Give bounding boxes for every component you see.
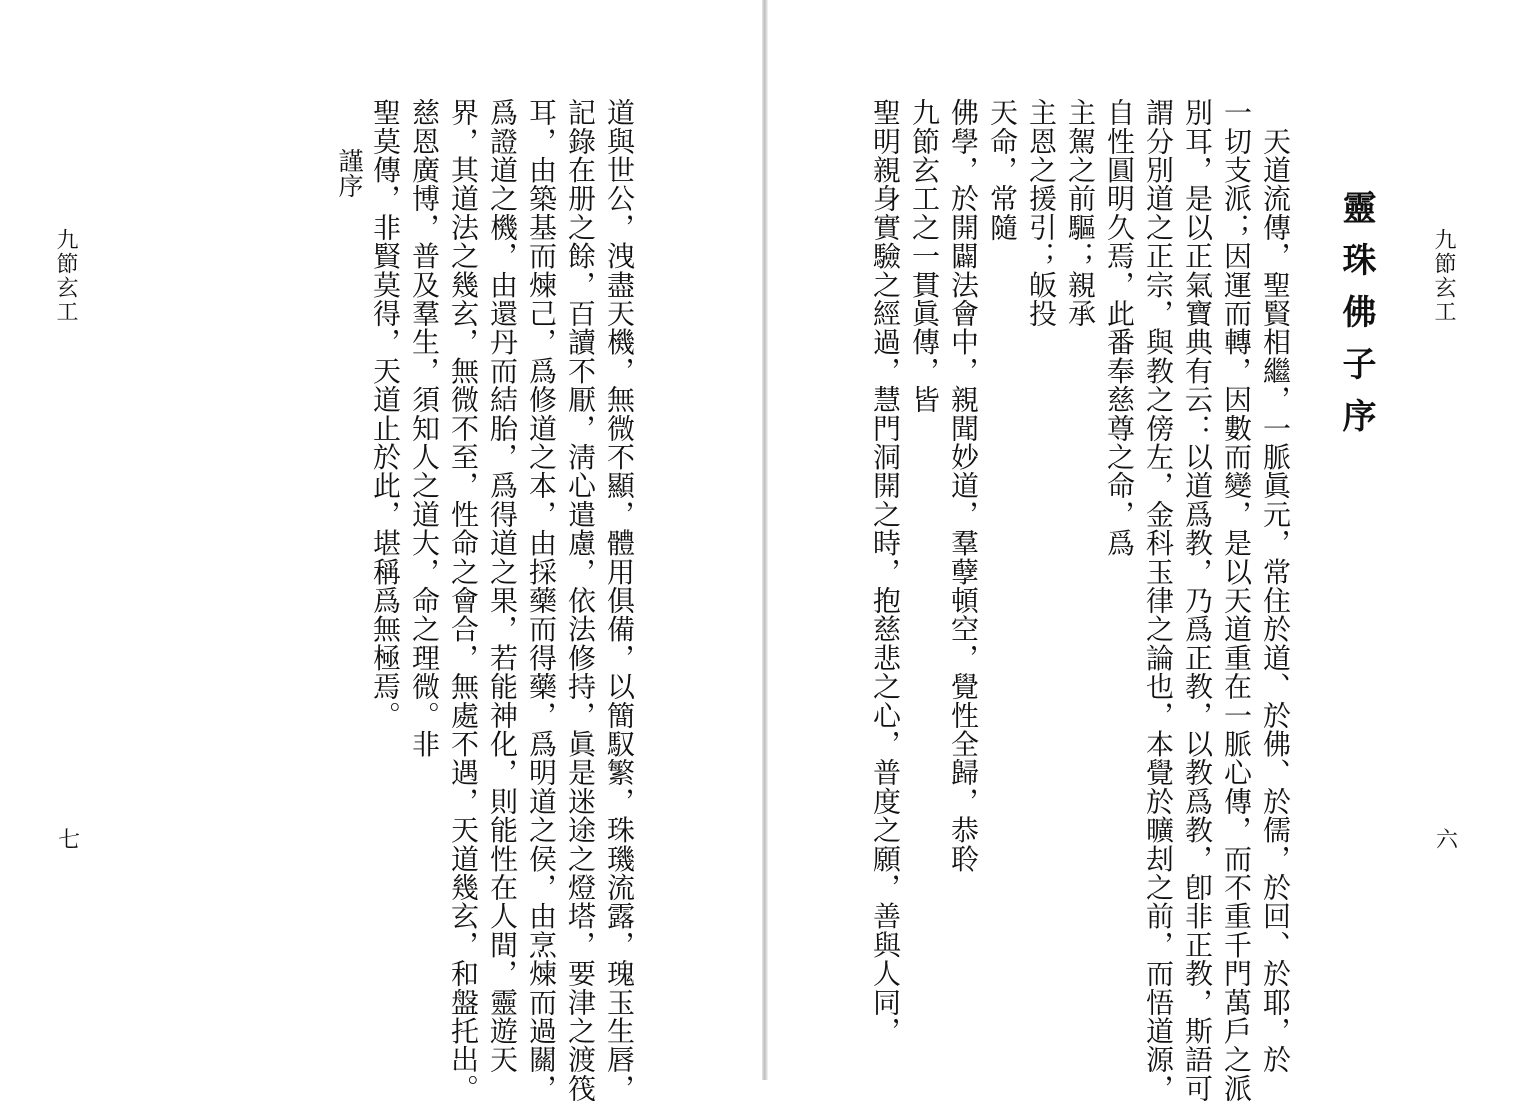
body-column: 別耳，是以正氣寶典有云：以道爲教，乃爲正教，以教爲教，卽非正教，斯語可	[1181, 98, 1214, 1103]
body-column: 記錄在册之餘，百讀不厭，淸心遣慮，依法修持，眞是迷途之燈塔，要津之渡筏	[564, 98, 597, 1103]
right-page	[768, 0, 1529, 1103]
body-column: 界，其道法之幾玄，無微不至，性命之會合，無處不遇，天道幾玄，和盤托出。	[447, 98, 480, 1103]
body-column: 天命，常隨	[986, 98, 1019, 242]
page-number: 六	[1436, 828, 1459, 853]
body-column: 耳，由築基而煉己，爲修道之本，由採藥而得藥，爲明道之侯，由烹煉而過關，	[525, 98, 558, 1103]
closing-signature: 謹序	[335, 148, 364, 198]
body-column: 主駕之前驅；親承	[1064, 98, 1097, 328]
body-column: 主恩之援引；皈投	[1025, 98, 1058, 328]
preface-title: 靈珠佛子序	[1336, 190, 1376, 450]
body-column: 道與世公，洩盡天機，無微不顯，體用俱備，以簡馭繁，珠璣流露，瑰玉生唇，	[603, 98, 636, 1103]
body-column: 慈恩廣博，普及羣生，須知人之道大，命之理微。非	[408, 98, 441, 759]
body-column: 佛學，於開闢法會中，親聞妙道，羣孽頓空，覺性全歸，恭聆	[947, 98, 980, 873]
body-column: 天道流傳，聖賢相繼，一脈眞元，常住於道、於佛、於儒，於回、於耶，於	[1259, 98, 1292, 1074]
left-page	[0, 0, 762, 1103]
running-header: 九節玄工	[1431, 228, 1456, 324]
body-column: 自性圓明久焉，此番奉慈尊之命，爲	[1103, 98, 1136, 558]
body-column: 爲證道之機，由還丹而結胎，爲得道之果，若能神化，則能性在人間，靈遊天	[486, 98, 519, 1074]
body-column: 九節玄工之一貫眞傳，皆	[908, 98, 941, 414]
running-header: 九節玄工	[53, 228, 78, 324]
body-column: 一切支派；因運而轉，因數而變，是以天道重在一脈心傳，而不重千門萬戶之派	[1220, 98, 1253, 1103]
body-column: 聖明親身實驗之經過，慧門洞開之時，抱慈悲之心，普度之願，善與人同，	[869, 98, 902, 1046]
body-column: 聖莫傳，非賢莫得，天道止於此，堪稱爲無極焉。	[369, 98, 402, 730]
page-number: 七	[58, 828, 81, 853]
body-column: 謂分別道之正宗，與教之傍左，金科玉律之論也，本覺於曠刦之前，而悟道源，	[1142, 98, 1175, 1103]
